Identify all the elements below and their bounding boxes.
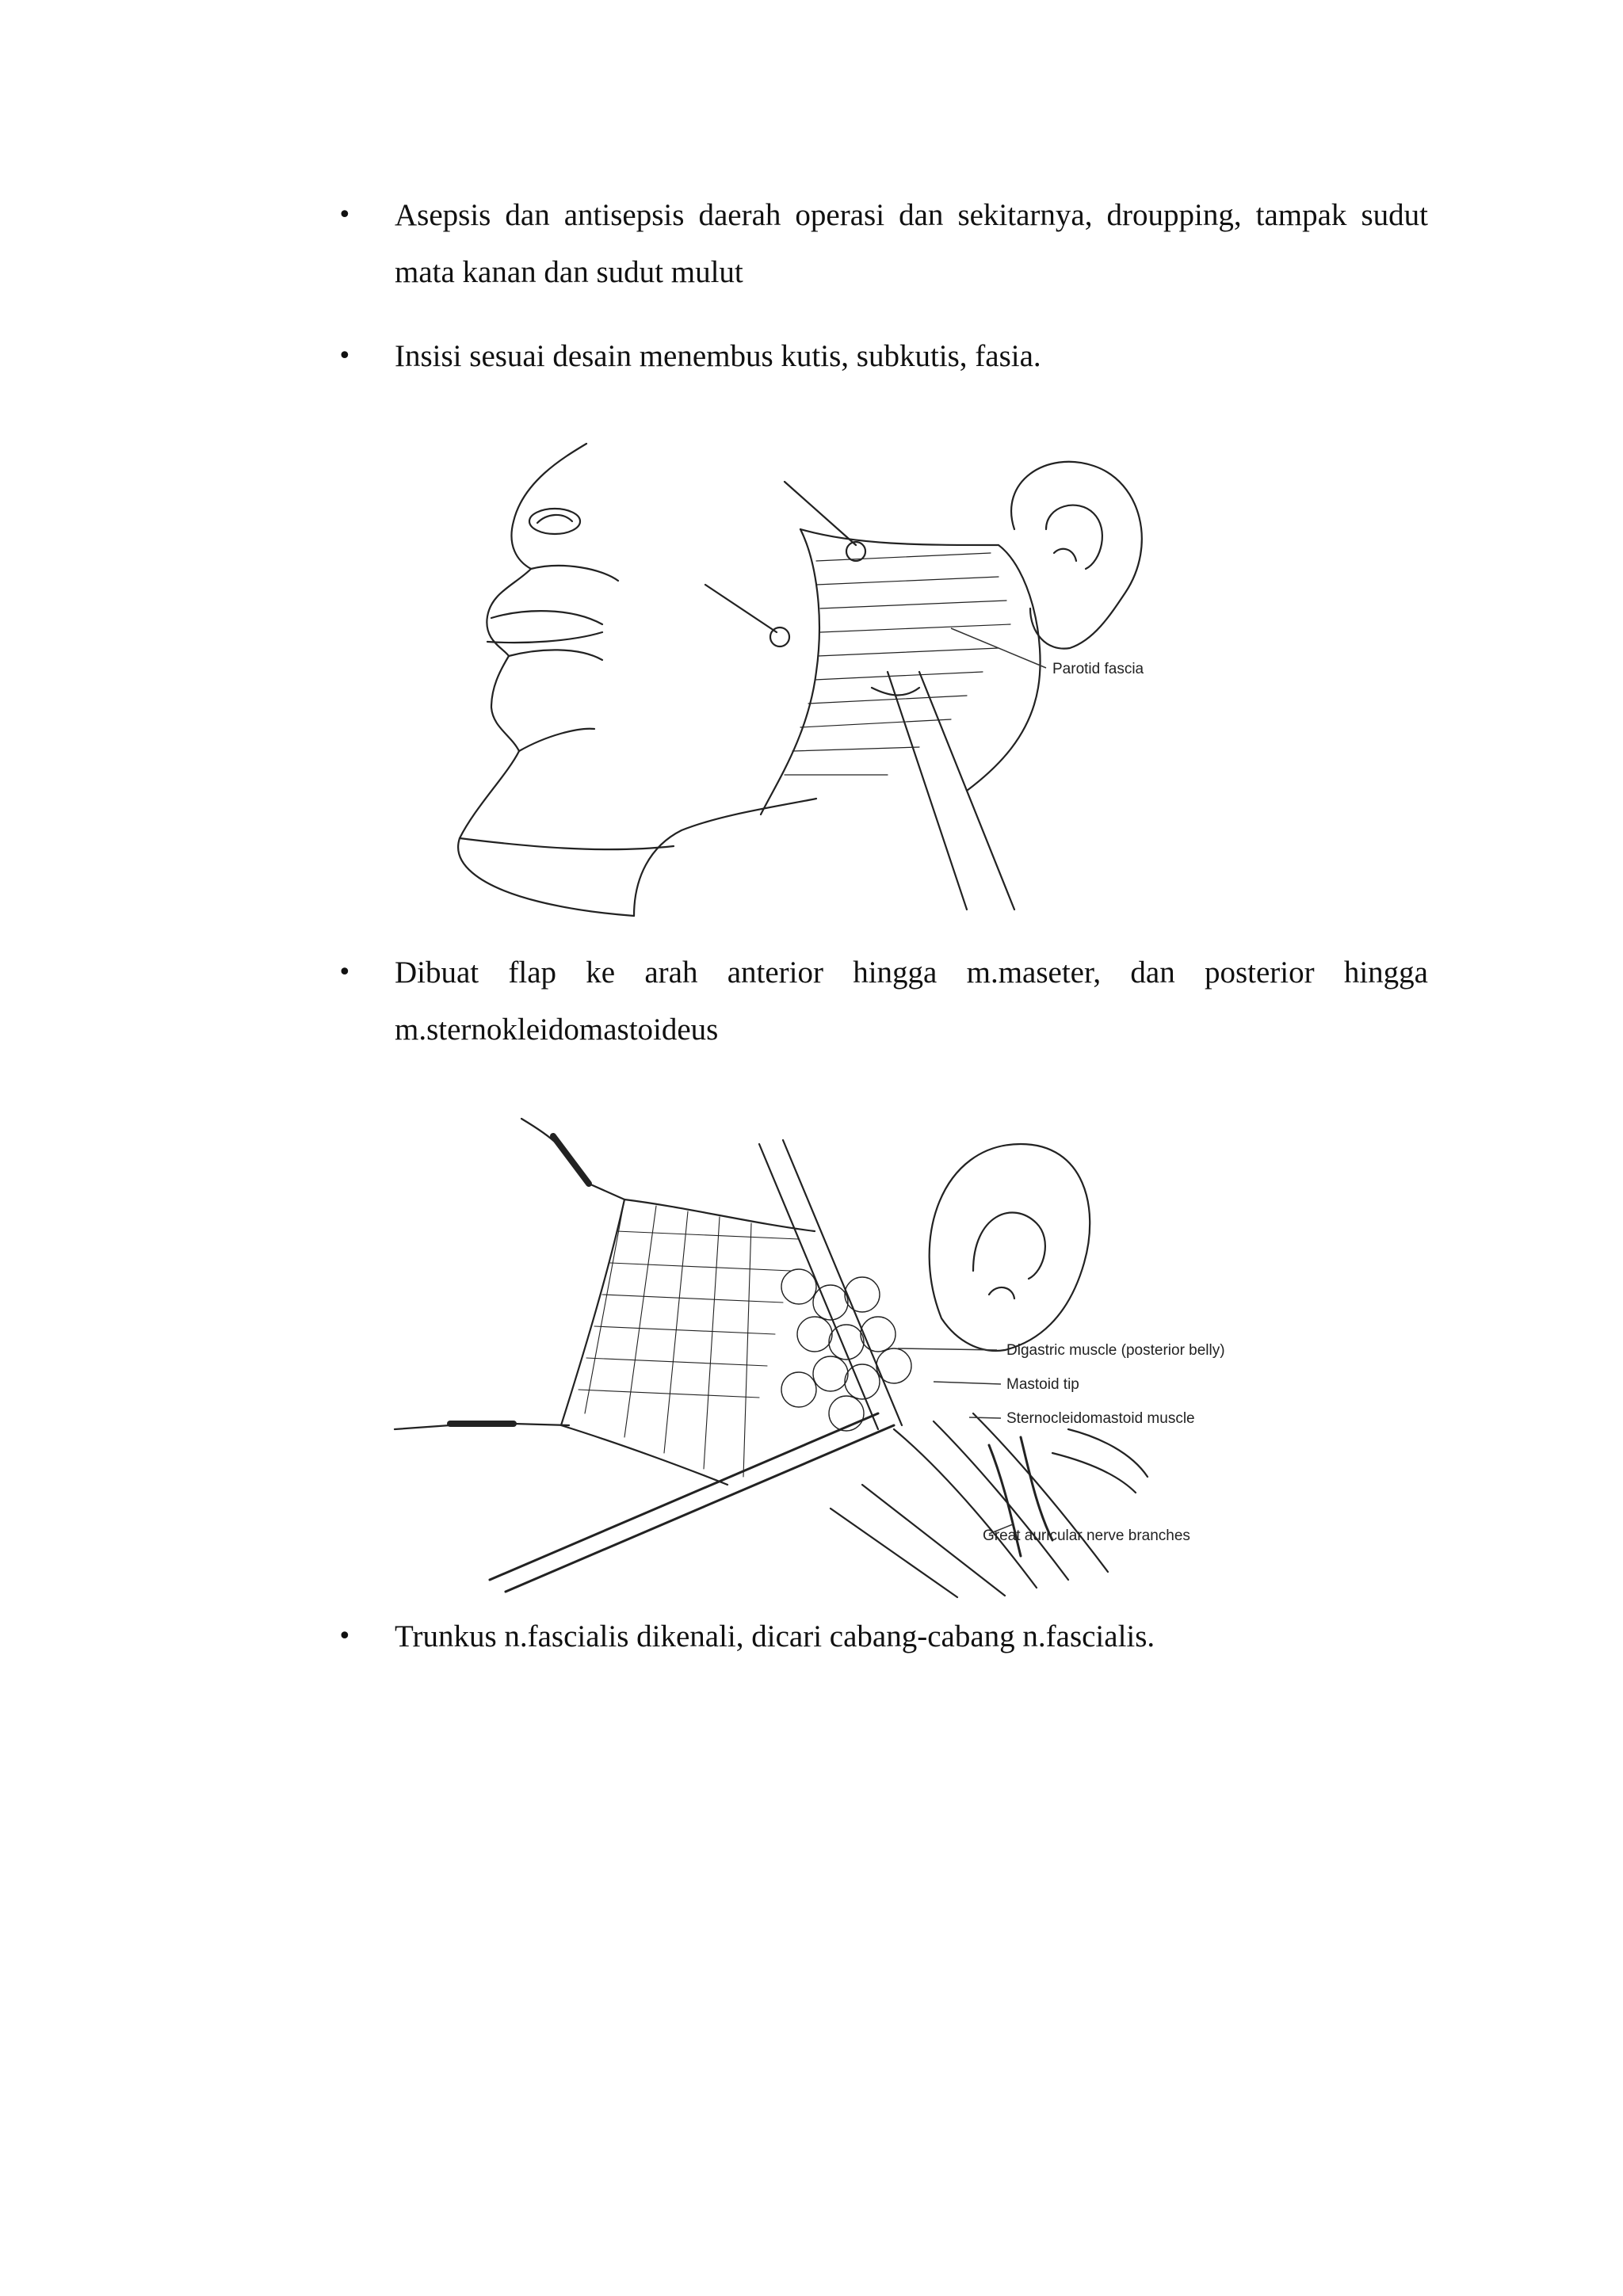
figure-parotid-fascia [444,434,1205,917]
bullet-item-asepsis [338,187,1428,301]
bullet-dot: • [338,959,352,986]
bullet-item-insisi [338,328,1428,385]
leader-line [951,628,1046,668]
bullet-text: Trunkus n.fascialis dikenali, dicari cabang-cabang n.fascialis. [395,1619,1155,1653]
bullet-item-trunkus [338,1608,1428,1665]
label-mastoid-tip: Mastoid tip [1006,1376,1079,1393]
label-parotid-fascia: Parotid fascia [1052,661,1144,677]
leader-line [969,1417,1001,1418]
bullet-dot: • [338,1623,352,1650]
bullet-dot: • [338,201,352,229]
surgical-illustration-1 [444,434,1205,917]
bullet-text: Asepsis dan antisepsis daerah operasi dan sekitarnya, droupping, tampak sudut mata kanan dan sudut mulut [395,198,1428,289]
figure-flap-structures [387,1112,1266,1602]
label-great-auricular-nerve: Great auricular nerve branches [983,1527,1190,1544]
bullet-text: Insisi sesuai desain menembus kutis, subkutis, fasia. [395,339,1041,373]
label-sternocleidomastoid-muscle: Sternocleidomastoid muscle [1006,1410,1195,1427]
bullet-dot: • [338,342,352,370]
surgical-illustration-2 [387,1112,1266,1602]
leader-line [934,1382,1001,1384]
bullet-item-flap [338,944,1428,1058]
bullet-text: Dibuat flap ke arah anterior hingga m.maseter, dan posterior hingga m.sternokleidomastoideus [395,955,1428,1047]
label-digastric-muscle: Digastric muscle (posterior belly) [1006,1342,1225,1359]
